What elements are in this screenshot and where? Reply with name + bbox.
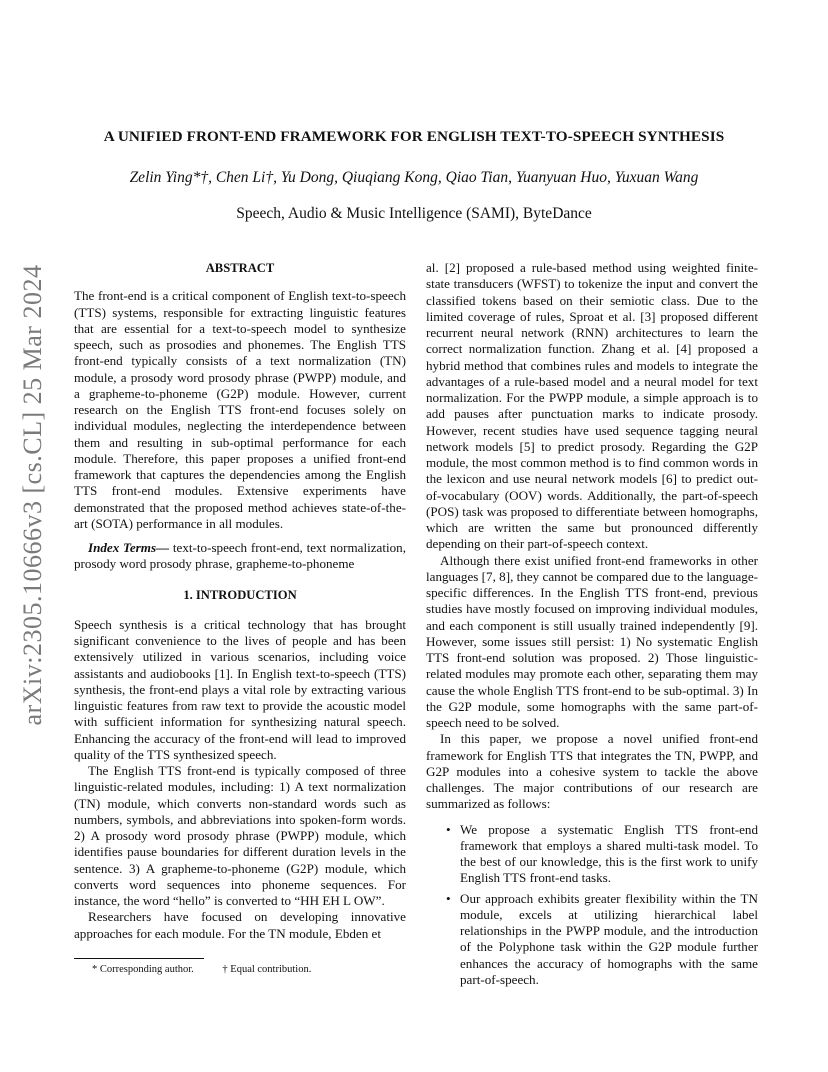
contribution-item (446, 821, 758, 887)
footnote-equal: † Equal contribution. (222, 964, 312, 975)
intro-paragraph: Researchers have focused on developing innovative approaches for each module. For the TN module, Ebden et (74, 909, 406, 941)
arxiv-sidebar (18, 264, 48, 726)
intro-paragraph: al. [2] proposed a rule-based method using weighted finite-state transducers (WFST) to tokenize the input and convert the classified tokens based on their semiotic class. Due to the limited coverage of rules, Sproat et al. [3] proposed different recurrent neural network (RNN) architectures to learn the correct normalization function. Zhang et al. [4] proposed a hybrid method that combines rules and models to integrate the advantages of a rule-based model and a neural model for text normalization. For the PWPP module, a simple approach is to add pauses after punctuation marks to indicate prosody. However, recent studies have used sequence tagging neural network models [5] to predict prosody. Regarding the G2P module, the most common method is to find common words in the lexicon and use neural network models [6] to predict out-of-vocabulary (OOV) words. Additionally, the part-of-speech (POS) task was proposed to differentiate between homographs, which are written the same but pronounced differently depending on their part-of-speech context. (426, 260, 758, 552)
contribution-text: We propose a systematic English TTS front-end framework that employs a shared multi-task model. To the best of our knowledge, this is the first work to unify English TTS front-end tasks. (460, 821, 758, 886)
paper-title: A UNIFIED FRONT-END FRAMEWORK FOR ENGLISH TEXT-TO-SPEECH SYNTHESIS (103, 128, 725, 145)
author-list: Zelin Ying*†, Chen Li†, Yu Dong, Qiuqiang Kong, Qiao Tian, Yuanyuan Huo, Yuxuan Wang (129, 169, 699, 186)
contribution-item (446, 890, 758, 989)
intro-paragraph: Speech synthesis is a critical technology that has brought significant convenience to the lives of people and has been extensively utilized in various scenarios, including voice assistants and audiobooks [1]. In English text-to-speech (TTS) synthesis, the front-end plays a vital role by extracting various linguistic features from raw text to provide the acoustic model with sufficient information for synthesizing natural speech. Enhancing the accuracy of the front-end will lead to improved quality of the TTS synthesized speech. (74, 616, 406, 762)
index-terms-label: Index Terms— (88, 540, 170, 555)
footnote-corresponding: * Corresponding author. (92, 964, 194, 975)
abstract-heading: ABSTRACT (205, 261, 275, 275)
intro-paragraph: Although there exist unified front-end frameworks in other languages [7, 8], they cannot be compared due to the language-specific differences. In the English TTS front-end, previous studies have mostly focused on improving individual modules, and each component is still usually trained independently [9]. However, some issues still persist: 1) No systematic English TTS front-end solution was proposed. 2) Those linguistic-related modules may promote each other, separating them may cause the whole English TTS front-end to be sub-optimal. 3) In the G2P module, some homographs with the same part-of-speech need to be solved. (426, 552, 758, 730)
right-column (426, 260, 758, 992)
affiliation: Speech, Audio & Music Intelligence (SAMI), ByteDance (236, 205, 592, 222)
footnote (92, 964, 311, 975)
index-terms (74, 540, 406, 573)
abstract-text: The front-end is a critical component of English text-to-speech (TTS) systems, responsible for extracting linguistic features that are essential for a text-to-speech model to synthesize speech, such as prosodies and phonemes. The English TTS front-end typically consists of a text normalization (TN) module, a prosody word prosody phrase (PWPP) module, and a grapheme-to-phoneme (G2P) module. However, current research on the English TTS front-end focuses solely on individual modules, neglecting the interdependence between them and resulting in sub-optimal performance for each module. Therefore, this paper proposes a unified front-end framework that captures the dependencies among the English TTS front-end modules. Extensive experiments have demonstrated that the proposed method achieves state-of-the-art (SOTA) performance in all modules. (74, 288, 406, 531)
contribution-list (426, 822, 758, 989)
bullet-icon: • (446, 821, 451, 837)
footnote-rule (74, 958, 204, 959)
arxiv-identifier: arXiv:2305.10666v3 [cs.CL] 25 Mar 2024 (18, 264, 47, 726)
intro-paragraph: The English TTS front-end is typically composed of three linguistic-related modules, including: 1) A text normalization (TN) module, which converts non-standard words such as numbers, symbols, and abbreviations into spoken-form words. 2) A prosody word prosody phrase (PWPP) module, which identifies pause boundaries for different duration levels in the sentence. 3) A grapheme-to-phoneme (G2P) module, which converts word sequences into phoneme sequences. For instance, the word “hello” is converted to “HH EH L OW”. (74, 763, 406, 908)
section-heading-introduction: 1. INTRODUCTION (183, 587, 297, 602)
contribution-text: Our approach exhibits greater flexibility within the TN module, excels at utilizing hierarchical label relationships in the PWPP module, and the introduction of the Polyphone task within the G2P module further enhances the accuracy of homographs with the same part-of-speech. (460, 890, 758, 987)
intro-paragraph: In this paper, we propose a novel unified front-end framework for English TTS that integrates the TN, PWPP, and G2P modules into a cohesive system to tackle the above challenges. The major contributions of our research are summarized as follows: (426, 731, 758, 812)
left-column (74, 260, 406, 942)
index-terms-text: text-to-speech front-end, text normalization, prosody word prosody phrase, grapheme-to-phoneme (74, 540, 406, 572)
bullet-icon: • (446, 890, 451, 906)
